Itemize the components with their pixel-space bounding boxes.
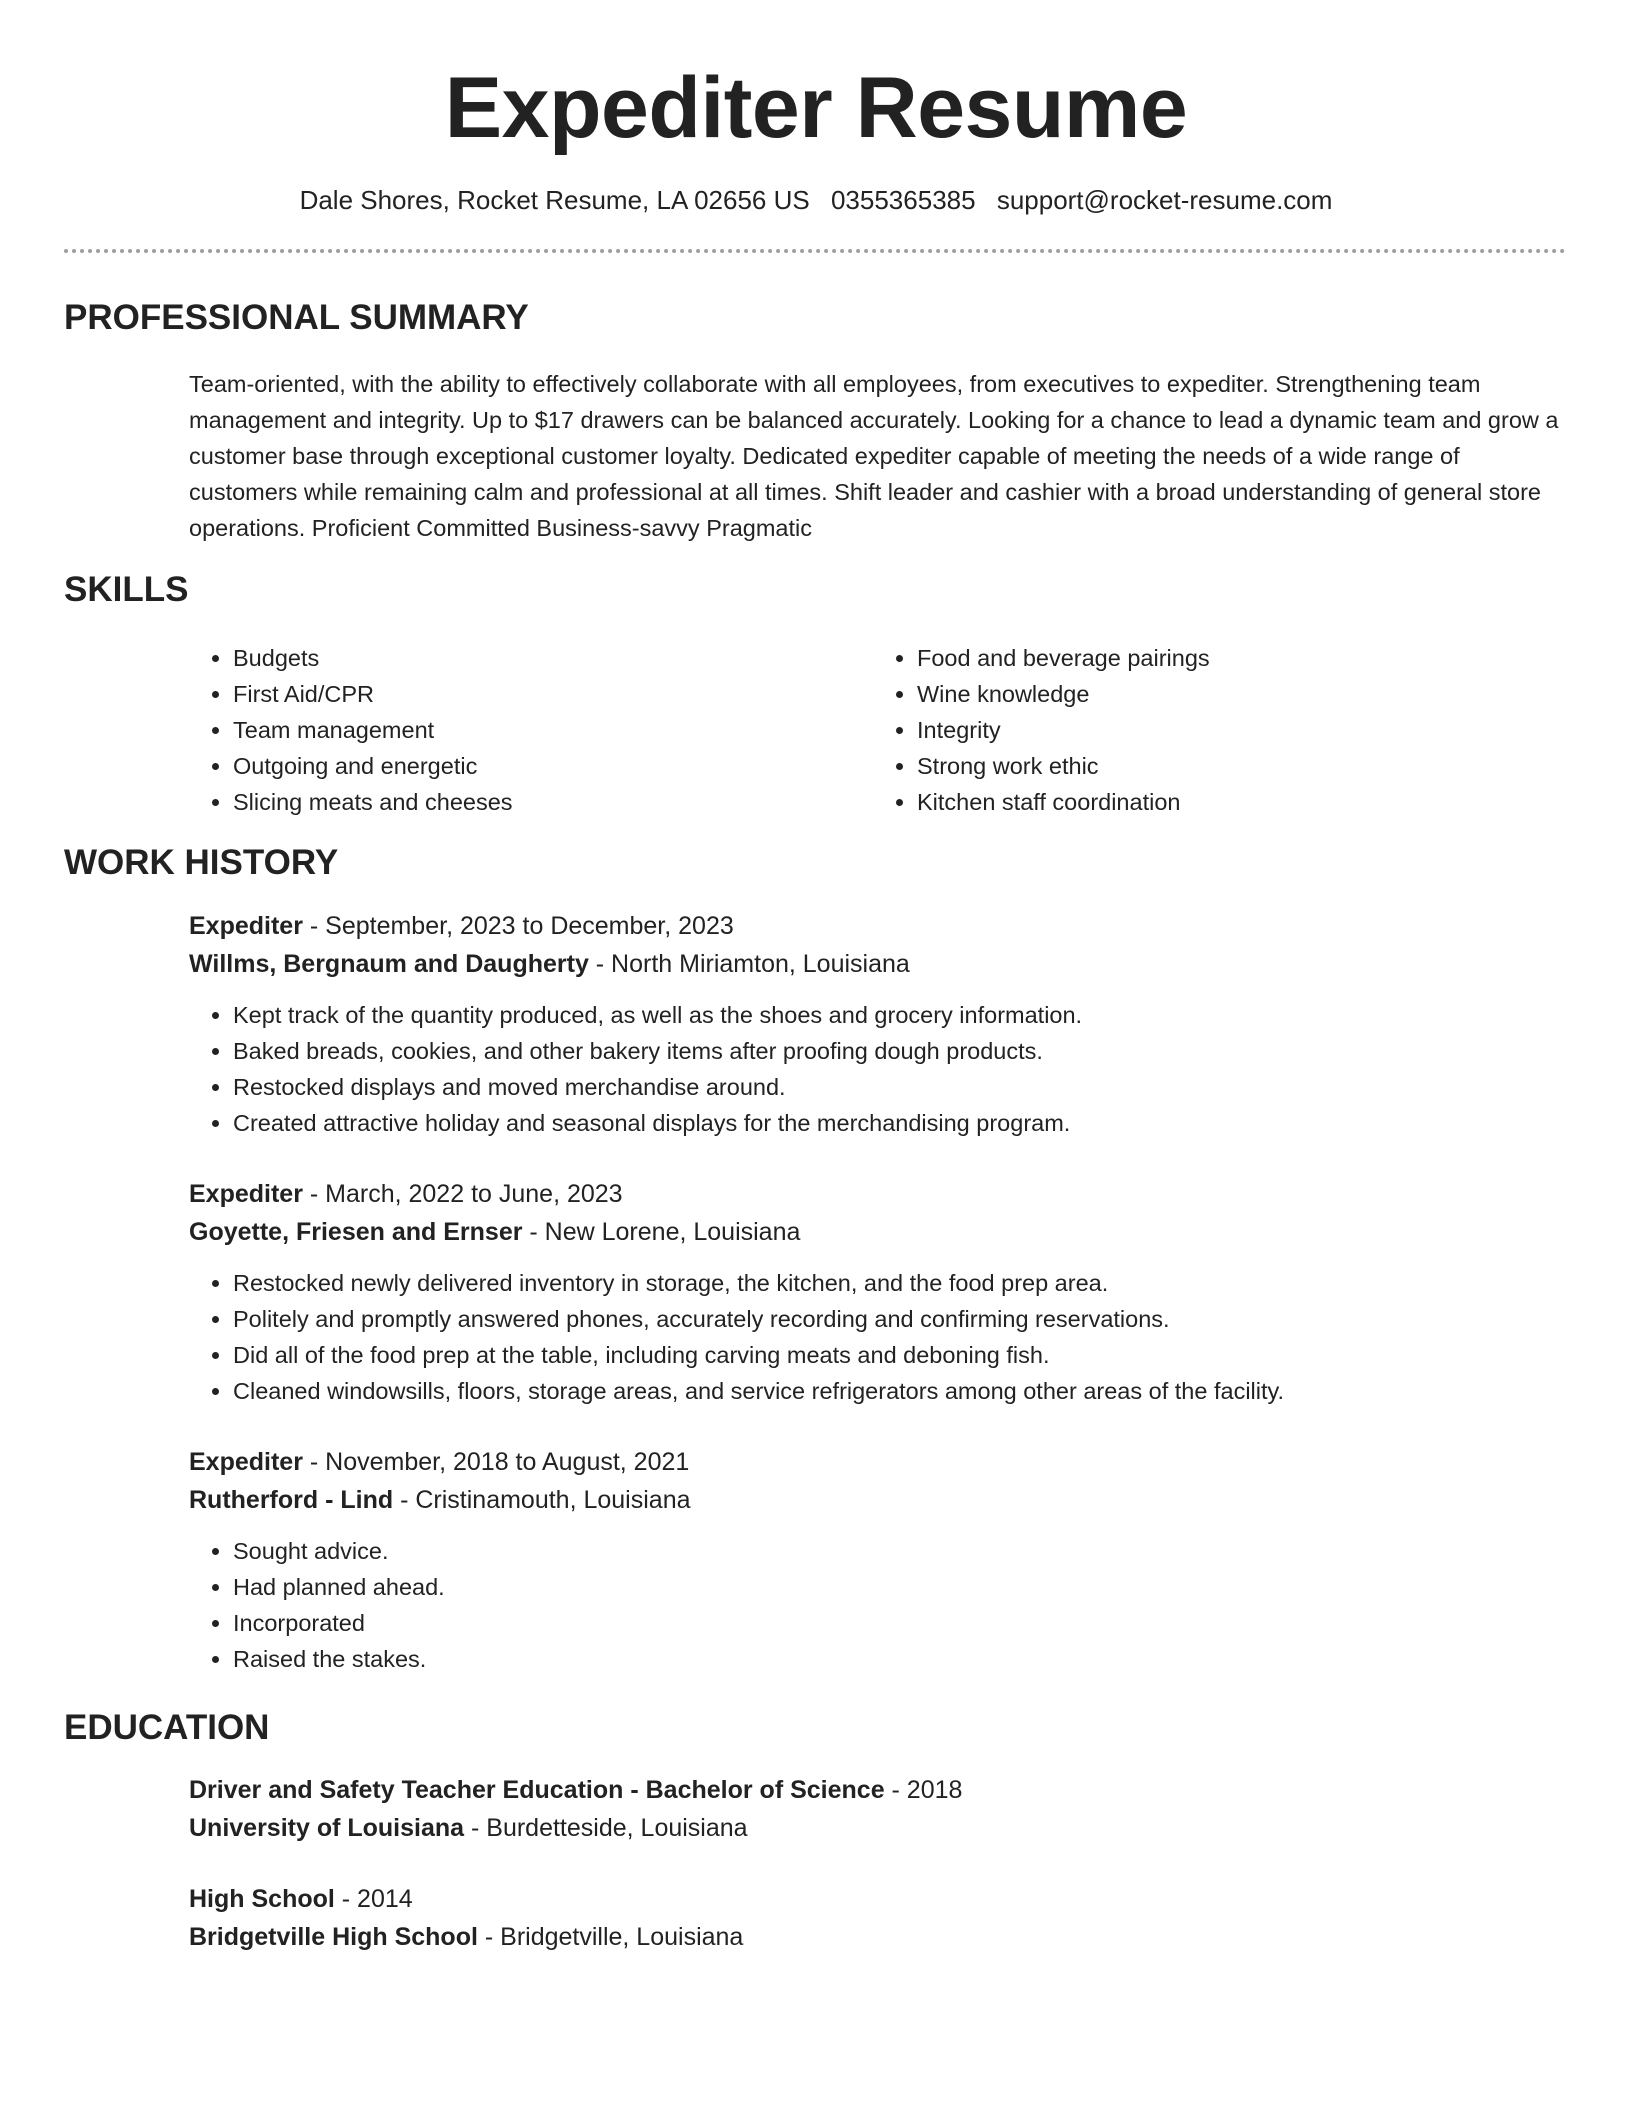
education-degree-line <box>189 1880 1566 1918</box>
education-entry <box>189 1771 1566 1847</box>
resume-title: Expediter Resume <box>444 60 1188 156</box>
job-duty: • Had planned ahead. <box>233 1569 1566 1605</box>
contact-address: Dale Shores, Rocket Resume, LA 02656 US <box>299 185 810 215</box>
job-location: - Cristinamouth, Louisiana <box>393 1486 691 1514</box>
education-heading: EDUCATION <box>64 1708 270 1747</box>
job-duty: • Raised the stakes. <box>233 1641 1566 1677</box>
job-duty: • Did all of the food prep at the table, including carving meats and deboning fish. <box>233 1337 1566 1373</box>
skill-item: • Kitchen staff coordination <box>917 784 1210 820</box>
job-entry <box>189 907 1566 1141</box>
job-duties <box>189 997 1566 1141</box>
job-company-line <box>189 1213 1566 1251</box>
education-location: - Bridgetville, Louisiana <box>477 1923 744 1951</box>
job-title: Expediter <box>189 1180 303 1208</box>
job-duty: • Restocked displays and moved merchandise around. <box>233 1069 1566 1105</box>
education-degree: Driver and Safety Teacher Education - Bachelor of Science <box>189 1776 885 1804</box>
job-company: Rutherford - Lind <box>189 1486 394 1514</box>
job-duty: • Baked breads, cookies, and other bakery items after proofing dough products. <box>233 1033 1566 1069</box>
education-year: - 2018 <box>884 1776 963 1804</box>
header-divider <box>64 249 1566 253</box>
job-title: Expediter <box>189 1448 303 1476</box>
contact-line <box>0 182 1632 218</box>
job-dates: - March, 2022 to June, 2023 <box>302 1180 623 1208</box>
job-title: Expediter <box>189 912 303 940</box>
education-school-line <box>189 1918 1566 1956</box>
skills-heading: SKILLS <box>64 570 189 609</box>
skill-item: • Food and beverage pairings <box>917 640 1210 676</box>
contact-phone: 0355365385 <box>830 185 976 215</box>
education-year: - 2014 <box>334 1885 413 1913</box>
job-location: - North Miriamton, Louisiana <box>588 950 910 978</box>
education-school-line <box>189 1809 1566 1847</box>
job-duty: • Politely and promptly answered phones, accurately recording and confirming reservations. <box>233 1301 1566 1337</box>
education-location: - Burdetteside, Louisiana <box>464 1814 748 1842</box>
job-dates: - September, 2023 to December, 2023 <box>302 912 734 940</box>
skills-column-1 <box>189 640 873 820</box>
skill-item: • Wine knowledge <box>917 676 1210 712</box>
job-dates: - November, 2018 to August, 2021 <box>302 1448 690 1476</box>
job-duty: • Restocked newly delivered inventory in storage, the kitchen, and the food prep area. <box>233 1265 1566 1301</box>
skill-item: • Integrity <box>917 712 1210 748</box>
summary-heading: PROFESSIONAL SUMMARY <box>64 298 529 337</box>
job-duty: • Kept track of the quantity produced, as well as the shoes and grocery information. <box>233 997 1566 1033</box>
job-location: - New Lorene, Louisiana <box>522 1218 801 1246</box>
education-degree-line <box>189 1771 1566 1809</box>
skill-item: • Slicing meats and cheeses <box>233 784 873 820</box>
job-duty: • Created attractive holiday and seasonal displays for the merchandising program. <box>233 1105 1566 1141</box>
job-duty: • Incorporated <box>233 1605 1566 1641</box>
skills-list <box>189 640 1566 820</box>
summary-text: Team-oriented, with the ability to effectively collaborate with all employees, from executives to expediter. Strengthening team management and integrity. Up to $17 drawers can be balanced accurately. Looking for a chance to lead a dynamic team and grow a customer base through exceptional customer loyalty. Dedicated expediter capable of meeting the needs of a wide range of customers while remaining calm and professional at all times. Shift leader and cashier with a broad understanding of general store operations. Proficient Committed Business-savvy Pragmatic <box>189 371 1559 541</box>
work-history-heading: WORK HISTORY <box>64 843 339 882</box>
skills-column-2 <box>873 640 1210 820</box>
education-school: Bridgetville High School <box>189 1923 478 1951</box>
skill-item: • Outgoing and energetic <box>233 748 873 784</box>
job-company: Goyette, Friesen and Ernser <box>189 1218 523 1246</box>
contact-email: support@rocket-resume.com <box>996 185 1333 215</box>
job-entry <box>189 1443 1566 1677</box>
education-degree: High School <box>189 1885 335 1913</box>
job-duty: • Sought advice. <box>233 1533 1566 1569</box>
job-duties <box>189 1265 1566 1409</box>
education-school: University of Louisiana <box>189 1814 465 1842</box>
job-duties <box>189 1533 1566 1677</box>
job-title-line <box>189 1443 1566 1481</box>
skill-item: • Strong work ethic <box>917 748 1210 784</box>
job-entry <box>189 1175 1566 1409</box>
skill-item: • Budgets <box>233 640 873 676</box>
job-company-line <box>189 945 1566 983</box>
job-title-line <box>189 1175 1566 1213</box>
job-title-line <box>189 907 1566 945</box>
education-entry <box>189 1880 1566 1956</box>
skill-item: • Team management <box>233 712 873 748</box>
job-company: Willms, Bergnaum and Daugherty <box>189 950 589 978</box>
job-company-line <box>189 1481 1566 1519</box>
job-duty: • Cleaned windowsills, floors, storage areas, and service refrigerators among other areas of the facility. <box>233 1373 1566 1409</box>
skill-item: • First Aid/CPR <box>233 676 873 712</box>
